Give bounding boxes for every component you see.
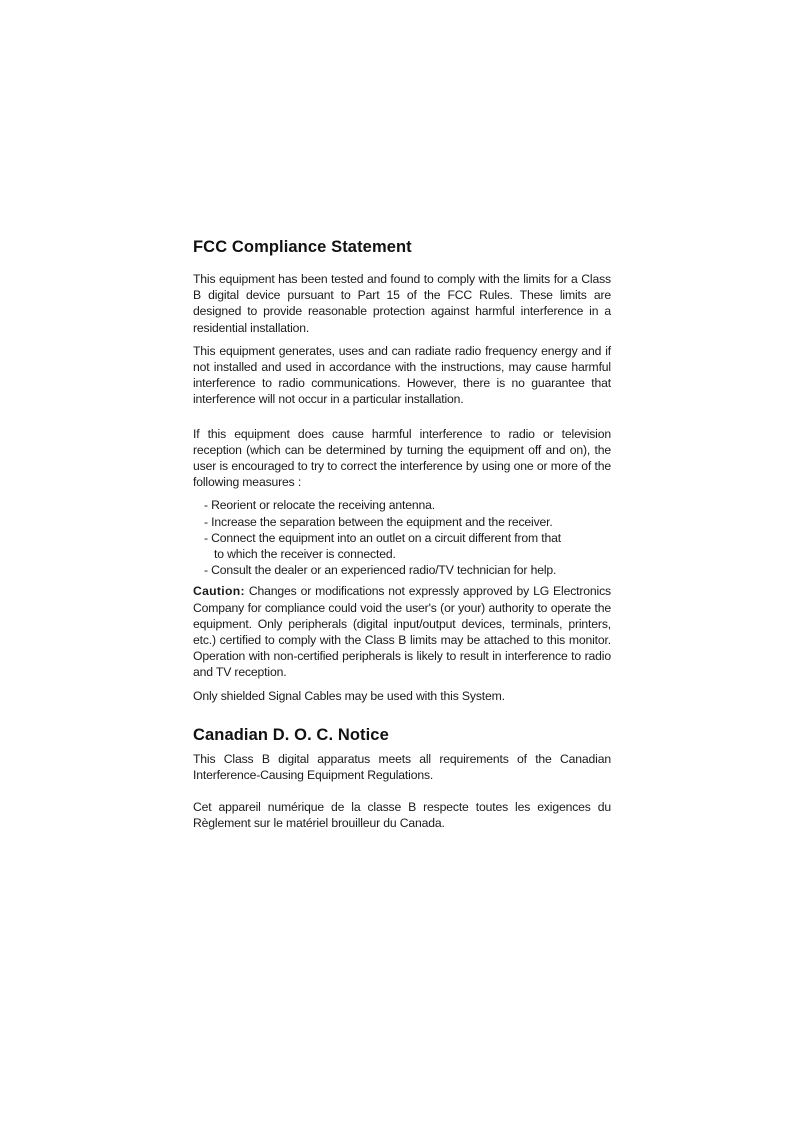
caution-label: Caution:	[193, 584, 245, 599]
cables-notice: Only shielded Signal Cables may be used with this System.	[193, 688, 505, 703]
measure-item: - Connect the equipment into an outlet on a circuit different from that	[204, 530, 561, 545]
fcc-paragraph-3: If this equipment does cause harmful interference to radio or television reception (which can be determined by turning the equipment off and on), the user is encouraged to try to correct the interference by using one or more of the following measures :	[193, 426, 611, 490]
measure-item: - Reorient or relocate the receiving antenna.	[204, 498, 436, 513]
document-page	[193, 238, 611, 839]
fcc-paragraph-1: This equipment has been tested and found to comply with the limits for a Class B digital device pursuant to Part 15 of the FCC Rules. These limits are designed to provide reasonable protection against harmful interference in a residential installation.	[193, 272, 611, 335]
measure-item-continuation: to which the receiver is connected.	[214, 547, 396, 562]
fcc-section-title: FCC Compliance Statement	[193, 238, 412, 256]
measure-item: - Consult the dealer or an experienced radio/TV technician for help.	[204, 563, 557, 578]
canadian-notice-french: Cet appareil numérique de la classe B respecte toutes les exigences du Règlement sur le matériel brouilleur du Canada.	[193, 800, 611, 831]
caution-paragraph	[193, 583, 611, 680]
measures-list	[204, 497, 611, 578]
measure-item: - Increase the separation between the equipment and the receiver.	[204, 514, 553, 529]
canadian-notice-english: This Class B digital apparatus meets all requirements of the Canadian Interference-Causing Equipment Regulations.	[193, 751, 611, 783]
canadian-section-title: Canadian D. O. C. Notice	[193, 725, 389, 744]
caution-text: Changes or modifications not expressly approved by LG Electronics Company for compliance could void the user's (or your) authority to operate the equipment. Only peripherals (digital input/output devices, terminals, printers, etc.) certified to comply with the Class B limits may be attached to this monitor. Operation with non-certified peripherals is likely to result in interference to radio and TV reception.	[193, 584, 611, 680]
fcc-paragraph-2: This equipment generates, uses and can radiate radio frequency energy and if not installed and used in accordance with the instructions, may cause harmful interference to radio communications. However, there is no guarantee that interference will not occur in a particular installation.	[193, 343, 611, 407]
